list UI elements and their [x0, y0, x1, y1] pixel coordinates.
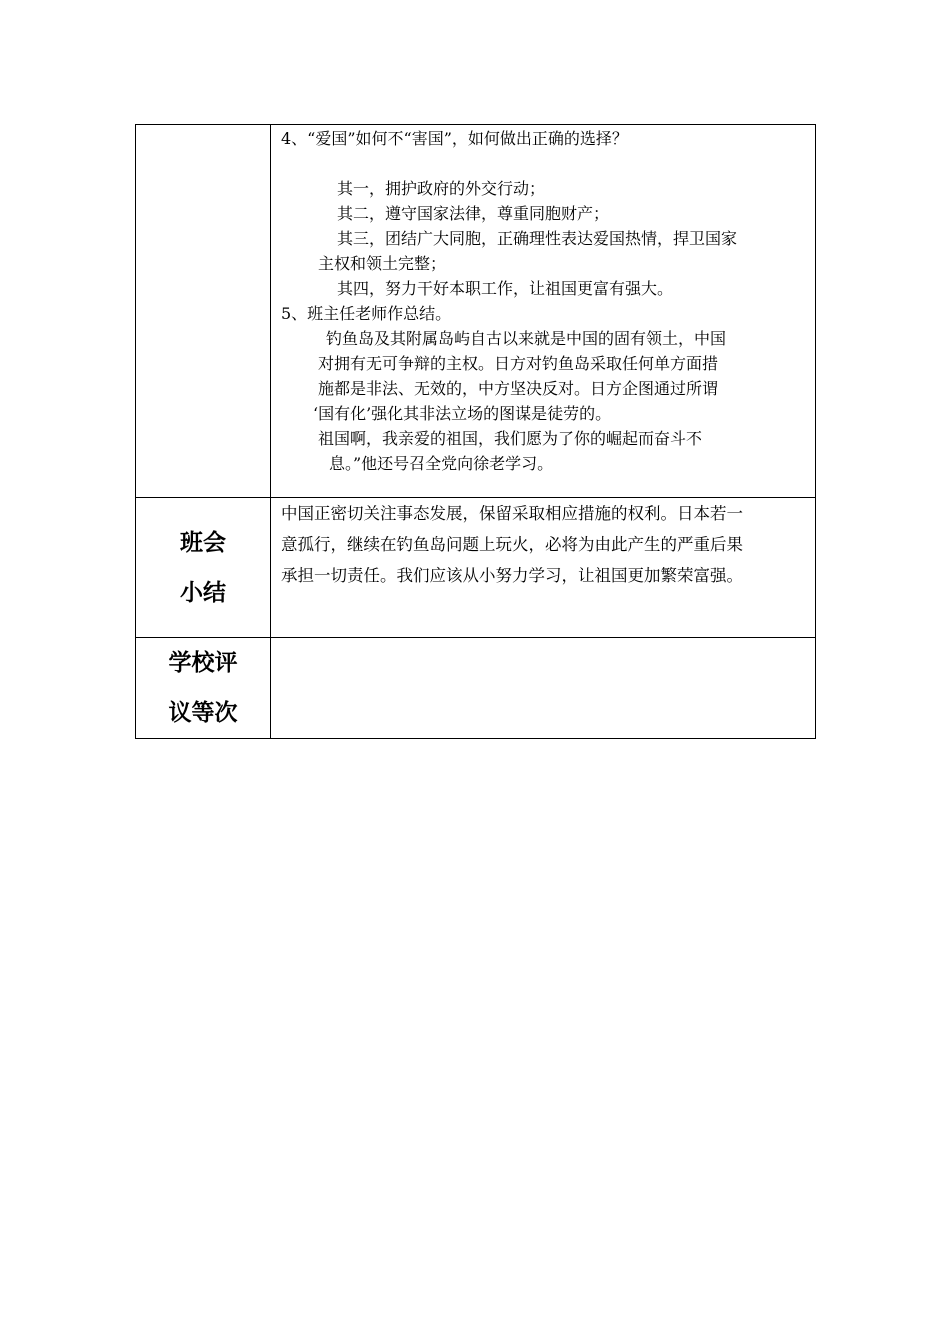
evaluation-row — [136, 638, 816, 739]
summary-content — [271, 498, 815, 591]
summary-row — [136, 498, 816, 638]
q4-title: 4、“爱国”如何不“害国”，如何做出正确的选择？ — [281, 129, 628, 148]
summary-label-line-2: 小结 — [180, 579, 226, 606]
summary-label — [136, 498, 271, 638]
summary-line-2: 意孤行，继续在钓鱼岛问题上玩火，必将为由此产生的严重后果 — [281, 535, 743, 554]
summary-label-line-1: 班会 — [180, 529, 226, 556]
evaluation-label-line-1: 学校评 — [168, 650, 238, 676]
activity-label-cell — [136, 125, 271, 498]
q5-line-1: 钓鱼岛及其附属岛屿自古以来就是中国的固有领土，中国 — [326, 329, 727, 348]
q5-line-6: 息。”他还号召全党向徐老学习。 — [329, 454, 554, 473]
q5-line-4: ‘国有化’强化其非法立场的图谋是徒劳的。 — [313, 404, 612, 423]
q5-line-5: 祖国啊，我亲爱的祖国，我们愿为了你的崛起而奋斗不 — [318, 429, 703, 448]
class-meeting-table — [135, 124, 816, 739]
q5-line-3: 施都是非法、无效的，中方坚决反对。日方企图通过所谓 — [318, 379, 719, 398]
summary-line-3: 承担一切责任。我们应该从小努力学习，让祖国更加繁荣富强。 — [281, 566, 743, 585]
q4-item-4: 其四，努力干好本职工作，让祖国更富有强大。 — [337, 279, 674, 298]
q4-item-2: 其二，遵守国家法律，尊重同胞财产； — [337, 204, 610, 223]
evaluation-label-line-2: 议等次 — [168, 700, 238, 726]
summary-content-cell — [271, 498, 816, 638]
q4-item-1: 其一，拥护政府的外交行动； — [337, 179, 546, 198]
evaluation-label — [136, 638, 271, 739]
q5-title: 5、班主任老师作总结。 — [281, 304, 452, 323]
summary-line-1: 中国正密切关注事态发展，保留采取相应措施的权利。日本若一 — [281, 504, 743, 523]
q5-line-2: 对拥有无可争辩的主权。日方对钓鱼岛采取任何单方面措 — [318, 354, 719, 373]
activity-row — [136, 125, 816, 498]
q4-item-3: 其三，团结广大同胞，正确理性表达爱国热情，捍卫国家 — [337, 229, 738, 248]
evaluation-value-cell — [271, 638, 816, 739]
q4-item-3-cont: 主权和领土完整； — [318, 254, 447, 273]
activity-content-cell — [271, 125, 816, 498]
